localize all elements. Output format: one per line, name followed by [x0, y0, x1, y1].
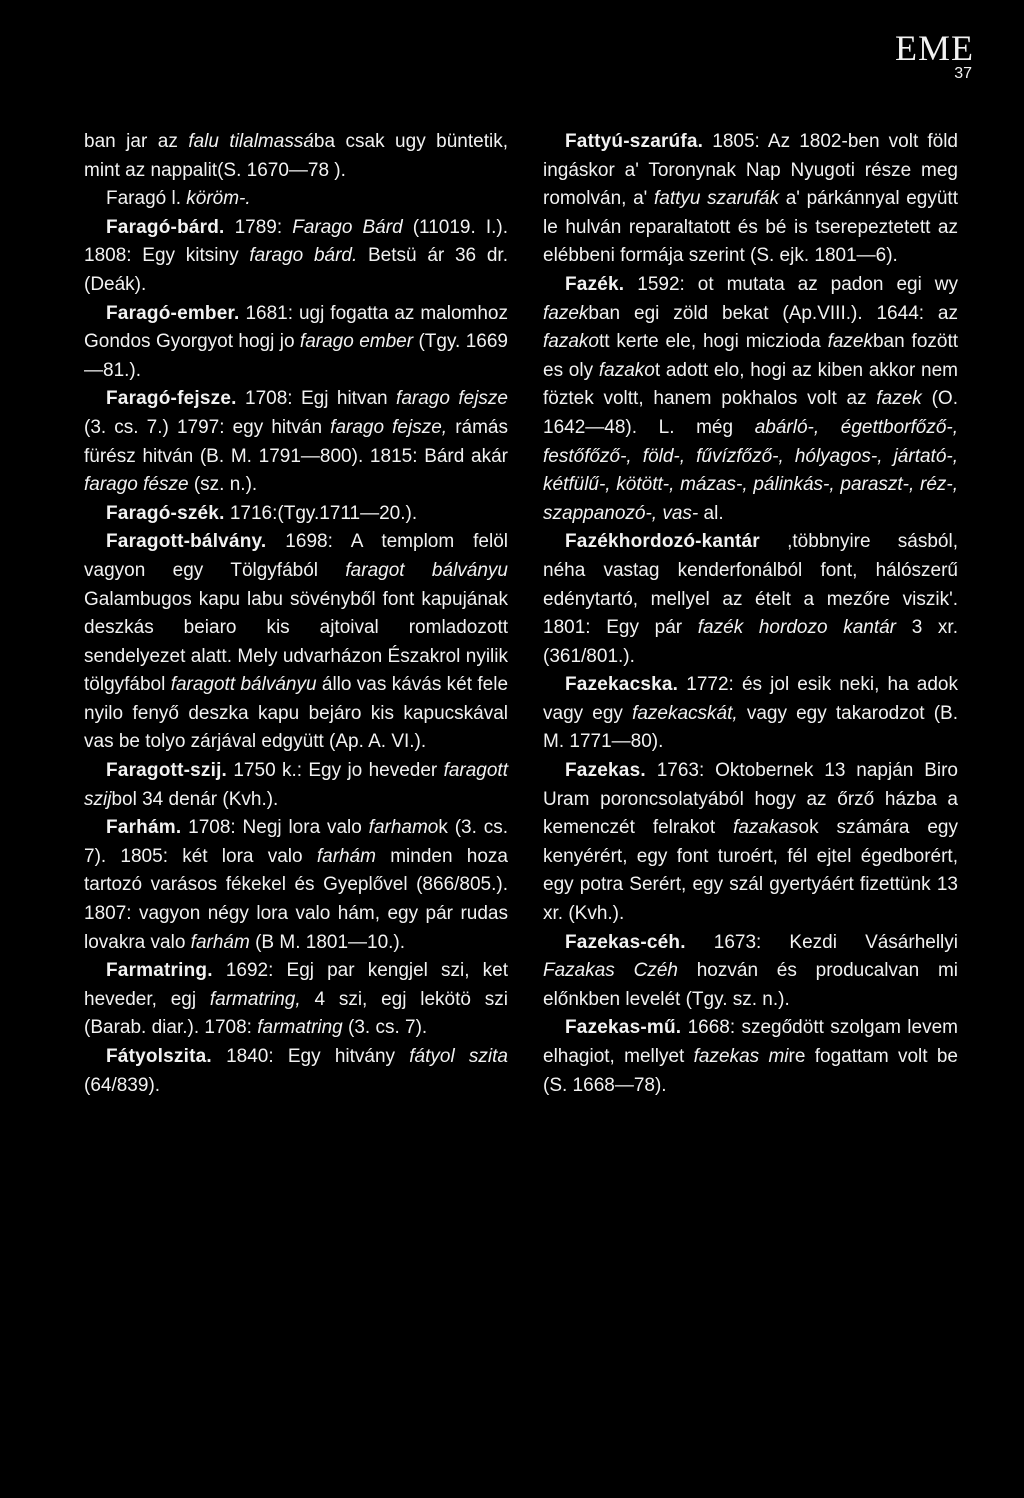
italic-citation: farago fésze	[84, 474, 189, 496]
dictionary-entry	[543, 929, 958, 1015]
entry-text: (B M. 1801—10.).	[249, 931, 406, 953]
entry-text: (Tgy. 1669—81.).	[84, 331, 508, 381]
italic-citation: farago ember	[299, 331, 414, 353]
italic-citation: fazék hordozo kantár	[697, 617, 897, 639]
entry-text: 1763: Oktobernek 13 napján Biro Uram poroncsolatyából hogy az őrző házba a kemenczét felrakot	[543, 760, 958, 839]
entry-text: al.	[698, 502, 724, 524]
italic-citation: faragot bálványu	[345, 559, 508, 581]
italic-citation: faragott bálványu	[170, 674, 317, 696]
entry-text: ba csak ugy büntetik, mint az nappalit(S. 1670—78 ).	[84, 131, 508, 181]
entry-text: vagy egy takarodzot (B. M. 1771—80).	[543, 702, 959, 753]
entry-headword: Faragó-fejsze.	[106, 388, 237, 410]
italic-citation: abárló-, égettborfőző-, festőfőző-, föld-, fűvízfőző-, hólyagos-, jártató-, kétfülű-, kötött-, mázas-, pálinkás-, paraszt-, réz-, szappanozó-, vas-	[543, 416, 958, 524]
italic-citation: fazakas	[733, 817, 799, 839]
italic-citation: fazek	[543, 302, 589, 324]
entry-text: 1681: ugj fogatta az malomhoz Gondos Gyorgyot hogj jo	[84, 302, 508, 353]
dictionary-entry	[543, 128, 958, 271]
italic-citation: farhám	[190, 931, 250, 953]
entry-headword: Fazék.	[565, 273, 625, 295]
entry-headword: Faragó-ember.	[106, 302, 240, 324]
entry-headword: Farmatring.	[106, 960, 213, 982]
entry-text: 1708: Egj hitvan	[236, 388, 397, 410]
dictionary-entry	[84, 385, 508, 499]
entry-headword: Fazékhordozó-kantár	[565, 531, 760, 553]
italic-citation: farmatring,	[209, 988, 301, 1010]
italic-citation: farago bárd.	[249, 245, 358, 267]
entry-text: 1698: A templom felöl vagyon egy Tölgyfából	[84, 531, 508, 581]
entry-text: 1750 k.: Egy jo heveder	[227, 760, 444, 782]
dictionary-entry	[543, 1014, 958, 1100]
entry-headword: Farhám.	[106, 817, 182, 839]
entry-text: (3. cs. 7).	[342, 1017, 428, 1039]
dictionary-entry	[84, 757, 508, 814]
entry-text: Faragó l.	[106, 188, 187, 210]
entry-headword: Faragott-szij.	[106, 760, 228, 782]
italic-citation: fattyu szarufák	[654, 188, 779, 210]
italic-citation: farago fejsze	[396, 388, 508, 410]
dictionary-entry	[84, 1043, 508, 1100]
dictionary-entry	[543, 757, 958, 929]
right-column	[543, 128, 958, 1100]
italic-citation: fazek	[876, 388, 922, 410]
italic-citation: fazekacskát,	[632, 702, 738, 724]
entry-headword: Fazekacska.	[565, 674, 679, 696]
entry-headword: Faragott-bálvány.	[106, 531, 267, 553]
entry-text: ban jar az	[84, 131, 189, 152]
italic-citation: farmatring	[257, 1017, 343, 1039]
entry-text: t adott elo, hogi az kiben akkor nem föztek voltt, hanem pokhalos volt az	[543, 359, 958, 410]
italic-citation: fazako	[543, 331, 599, 353]
italic-citation: Fazakas Czéh	[543, 960, 678, 982]
left-column	[84, 128, 508, 1100]
entry-text: 1692: Egj par kengjel szi, ket heveder, egj	[84, 960, 508, 1010]
entry-text: ban fozött es oly	[543, 331, 959, 381]
italic-citation: köröm-.	[186, 188, 251, 210]
italic-citation: faragott szij	[84, 760, 508, 810]
entry-text: 1708: Negj lora valo	[181, 817, 369, 839]
dictionary-entry	[84, 300, 508, 386]
entry-text: 1805: Az 1802-ben volt föld ingáskor a' Toronynak Nap Nyugoti része meg romolván, a'	[543, 131, 958, 210]
dictionary-entry	[84, 128, 508, 185]
entry-text: Betsü ár 36 dr. (Deák).	[84, 245, 508, 295]
entry-text: (sz. n.).	[188, 474, 258, 496]
dictionary-entry	[84, 528, 508, 757]
dictionary-entry	[84, 500, 508, 529]
entry-text: hozván és producalvan mi előnkben levelét (Tgy. sz. n.).	[543, 960, 958, 1010]
entry-text: 1840: Egy hitvány	[211, 1046, 410, 1067]
entry-text: 1772: és jol esik neki, ha adok vagy egy	[543, 674, 958, 724]
entry-text: állo vas kávás két fele nyilo fenyő deszka kapu bejáro kis kapucskával vas be tolyo zárjával edgyütt (Ap. A. VI.).	[84, 674, 509, 753]
entry-text: 1673: Kezdi Vásárhellyi	[685, 931, 958, 953]
entry-text: ok számára egy kenyérért, egy font turoért, fél ejtel égedborért, egy potra Serért, egy szál gyertyáért fizettünk 13 xr. (Kvh.).	[543, 817, 958, 925]
entry-text: minden hoza tartozó varásos fékekel és Gyeplővel (866/805.). 1807: vagyon négy lora valo hám, egy pár rudas lovakra valo	[84, 845, 508, 953]
entry-text: (11019. I.). 1808: Egy kitsiny	[84, 216, 508, 267]
entry-headword: Fazekas.	[565, 760, 646, 782]
entry-text: tt kerte ele, hogi miczioda	[598, 331, 828, 353]
italic-citation: Farago Bárd	[292, 216, 403, 238]
dictionary-entry	[84, 957, 508, 1043]
italic-citation: fazako	[598, 359, 655, 381]
page-number: 37	[954, 65, 972, 82]
entry-text: 1668: szegődött szolgam levem elhagiot, mellyet	[543, 1017, 958, 1067]
entry-text: ban egi zöld bekat (Ap.VIII.). 1644: az	[588, 302, 958, 324]
dictionary-entry	[84, 214, 508, 300]
entry-text: (3. cs. 7.) 1797: egy hitván	[84, 416, 331, 438]
italic-citation: farago fejsze,	[330, 416, 448, 438]
entry-text: 3 xr. (361/801.).	[543, 617, 958, 667]
entry-text: (64/839).	[84, 1074, 161, 1096]
entry-headword: Fattyú-szarúfa.	[565, 131, 704, 152]
entry-text: Galambugos kapu labu sövényből font kapujának deszkás beiaro kis ajtoival romladozott sendelyezet alatt. Mely udvarházon Északrol nyilik tölgyfábol	[84, 588, 508, 696]
entry-text: re fogattam volt be (S. 1668—78).	[543, 1046, 958, 1096]
italic-citation: fazek	[827, 331, 873, 353]
entry-text: a' párkánnyal együtt le hulván reparaltatott és bé is tserepeztetett az elébbeni formája szerint (S. ejk. 1801—6).	[543, 188, 958, 267]
entry-text: bol 34 denár (Kvh.).	[111, 788, 279, 810]
entry-text: rámás fürész hitván (B. M. 1791—800). 1815: Bárd akár	[84, 416, 508, 467]
italic-citation: farhám	[316, 845, 376, 867]
italic-citation: fátyol szita	[409, 1046, 508, 1067]
entry-text: 1592: ot mutata az padon egi wy	[624, 273, 958, 295]
dictionary-entry	[84, 185, 508, 214]
publisher-logo: EME	[895, 28, 974, 68]
entry-text: 1789:	[224, 216, 293, 238]
entry-text: 1716:(Tgy.1711—20.).	[224, 502, 418, 524]
entry-text: (O. 1642—48). L. még	[543, 388, 958, 438]
entry-headword: Fátyolszita.	[106, 1046, 212, 1067]
dictionary-entry	[543, 271, 958, 528]
dictionary-entry	[543, 671, 958, 757]
entry-headword: Fazekas-mű.	[565, 1017, 682, 1039]
entry-headword: Faragó-bárd.	[106, 216, 225, 238]
italic-citation: fazekas mi	[693, 1046, 789, 1067]
entry-headword: Fazekas-céh.	[565, 931, 686, 953]
dictionary-entry	[84, 814, 508, 957]
dictionary-entry	[543, 528, 958, 671]
italic-citation: farhamo	[368, 817, 439, 839]
entry-text: ,többnyire sásból, néha vastag kenderfonálból font, hálószerű edénytartó, mellyel az ételt a mezőre viszik'. 1801: Egy pár	[543, 531, 958, 639]
entry-text: k (3. cs. 7). 1805: két lora valo	[84, 817, 508, 867]
entry-text: 4 szi, egj lekötö szi (Barab. diar.). 1708:	[84, 988, 508, 1039]
italic-citation: falu tilalmassá	[188, 131, 314, 152]
entry-headword: Faragó-szék.	[106, 502, 225, 524]
